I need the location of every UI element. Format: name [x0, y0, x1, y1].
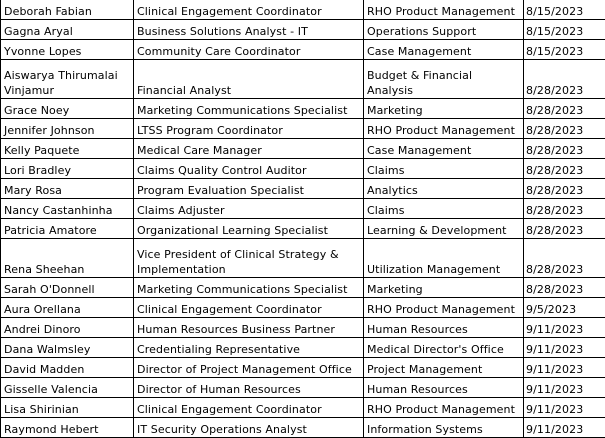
table-row — [1, 99, 605, 119]
department-cell[interactable]: RHO Product Management — [364, 0, 524, 20]
table-body — [1, 0, 605, 438]
table-row — [1, 358, 605, 378]
table-row — [1, 199, 605, 219]
table-row — [1, 298, 605, 318]
department-cell[interactable]: Claims — [364, 159, 524, 179]
name-cell[interactable]: Gagna Aryal — [1, 20, 134, 40]
name-cell[interactable]: Sarah O'Donnell — [1, 278, 134, 298]
title-cell[interactable]: LTSS Program Coordinator — [134, 119, 364, 139]
name-cell[interactable]: Aura Orellana — [1, 298, 134, 318]
date-cell[interactable]: 8/28/2023 — [524, 179, 605, 199]
name-cell[interactable]: Nancy Castanhinha — [1, 199, 134, 219]
name-cell[interactable]: Rena Sheehan — [1, 239, 134, 278]
title-cell[interactable]: Human Resources Business Partner — [134, 318, 364, 338]
table-row — [1, 239, 605, 278]
date-cell[interactable]: 9/11/2023 — [524, 358, 605, 378]
title-cell[interactable]: Medical Care Manager — [134, 139, 364, 159]
table-row — [1, 179, 605, 199]
table-row — [1, 40, 605, 60]
name-cell[interactable]: David Madden — [1, 358, 134, 378]
date-cell[interactable]: 9/11/2023 — [524, 398, 605, 418]
table-row — [1, 159, 605, 179]
title-cell[interactable]: Community Care Coordinator — [134, 40, 364, 60]
name-cell[interactable]: Raymond Hebert — [1, 418, 134, 438]
name-cell[interactable]: Grace Noey — [1, 99, 134, 119]
date-cell[interactable]: 8/28/2023 — [524, 278, 605, 298]
department-cell[interactable]: Learning & Development — [364, 219, 524, 239]
title-cell[interactable]: Claims Adjuster — [134, 199, 364, 219]
department-cell[interactable]: Project Management — [364, 358, 524, 378]
table-row — [1, 20, 605, 40]
title-cell[interactable]: Credentialing Representative — [134, 338, 364, 358]
date-cell[interactable]: 9/5/2023 — [524, 298, 605, 318]
department-cell[interactable]: Marketing — [364, 278, 524, 298]
date-cell[interactable]: 8/28/2023 — [524, 60, 605, 99]
department-cell[interactable]: Analytics — [364, 179, 524, 199]
name-cell[interactable]: Patricia Amatore — [1, 219, 134, 239]
department-cell[interactable]: RHO Product Management — [364, 298, 524, 318]
title-cell[interactable]: Organizational Learning Specialist — [134, 219, 364, 239]
title-cell[interactable]: Marketing Communications Specialist — [134, 278, 364, 298]
department-cell[interactable]: Budget & Financial Analysis — [364, 60, 524, 99]
department-cell[interactable]: RHO Product Management — [364, 119, 524, 139]
name-cell[interactable]: Aiswarya Thirumalai Vinjamur — [1, 60, 134, 99]
department-cell[interactable]: Information Systems — [364, 418, 524, 438]
department-cell[interactable]: Claims — [364, 199, 524, 219]
date-cell[interactable]: 8/28/2023 — [524, 199, 605, 219]
table-row — [1, 418, 605, 438]
date-cell[interactable]: 9/11/2023 — [524, 378, 605, 398]
table-row — [1, 318, 605, 338]
title-cell[interactable]: Director of Human Resources — [134, 378, 364, 398]
date-cell[interactable]: 8/28/2023 — [524, 119, 605, 139]
date-cell[interactable]: 9/11/2023 — [524, 418, 605, 438]
name-cell[interactable]: Deborah Fabian — [1, 0, 134, 20]
department-cell[interactable]: Case Management — [364, 40, 524, 60]
title-cell[interactable]: Program Evaluation Specialist — [134, 179, 364, 199]
table-row — [1, 60, 605, 99]
date-cell[interactable]: 8/28/2023 — [524, 139, 605, 159]
date-cell[interactable]: 8/15/2023 — [524, 20, 605, 40]
department-cell[interactable]: Utilization Management — [364, 239, 524, 278]
date-cell[interactable]: 8/28/2023 — [524, 99, 605, 119]
title-cell[interactable]: Claims Quality Control Auditor — [134, 159, 364, 179]
name-cell[interactable]: Jennifer Johnson — [1, 119, 134, 139]
table-row — [1, 398, 605, 418]
department-cell[interactable]: Human Resources — [364, 378, 524, 398]
title-cell[interactable]: Vice President of Clinical Strategy & Implementation — [134, 239, 364, 278]
table-row — [1, 0, 605, 20]
date-cell[interactable]: 8/28/2023 — [524, 219, 605, 239]
department-cell[interactable]: Operations Support — [364, 20, 524, 40]
title-cell[interactable]: Director of Project Management Office — [134, 358, 364, 378]
department-cell[interactable]: Human Resources — [364, 318, 524, 338]
date-cell[interactable]: 8/15/2023 — [524, 0, 605, 20]
date-cell[interactable]: 8/28/2023 — [524, 159, 605, 179]
title-cell[interactable]: Clinical Engagement Coordinator — [134, 298, 364, 318]
department-cell[interactable]: Case Management — [364, 139, 524, 159]
title-cell[interactable]: IT Security Operations Analyst — [134, 418, 364, 438]
title-cell[interactable]: Business Solutions Analyst - IT — [134, 20, 364, 40]
table-row — [1, 338, 605, 358]
department-cell[interactable]: Marketing — [364, 99, 524, 119]
date-cell[interactable]: 9/11/2023 — [524, 338, 605, 358]
table-row — [1, 119, 605, 139]
name-cell[interactable]: Dana Walmsley — [1, 338, 134, 358]
name-cell[interactable]: Yvonne Lopes — [1, 40, 134, 60]
table-row — [1, 139, 605, 159]
table-row — [1, 219, 605, 239]
department-cell[interactable]: RHO Product Management — [364, 398, 524, 418]
title-cell[interactable]: Marketing Communications Specialist — [134, 99, 364, 119]
date-cell[interactable]: 8/28/2023 — [524, 239, 605, 278]
name-cell[interactable]: Lori Bradley — [1, 159, 134, 179]
date-cell[interactable]: 8/15/2023 — [524, 40, 605, 60]
name-cell[interactable]: Lisa Shirinian — [1, 398, 134, 418]
title-cell[interactable]: Financial Analyst — [134, 60, 364, 99]
department-cell[interactable]: Medical Director's Office — [364, 338, 524, 358]
date-cell[interactable]: 9/11/2023 — [524, 318, 605, 338]
name-cell[interactable]: Gisselle Valencia — [1, 378, 134, 398]
title-cell[interactable]: Clinical Engagement Coordinator — [134, 398, 364, 418]
table-row — [1, 378, 605, 398]
name-cell[interactable]: Kelly Paquete — [1, 139, 134, 159]
name-cell[interactable]: Andrei Dinoro — [1, 318, 134, 338]
table-row — [1, 278, 605, 298]
name-cell[interactable]: Mary Rosa — [1, 179, 134, 199]
title-cell[interactable]: Clinical Engagement Coordinator — [134, 0, 364, 20]
